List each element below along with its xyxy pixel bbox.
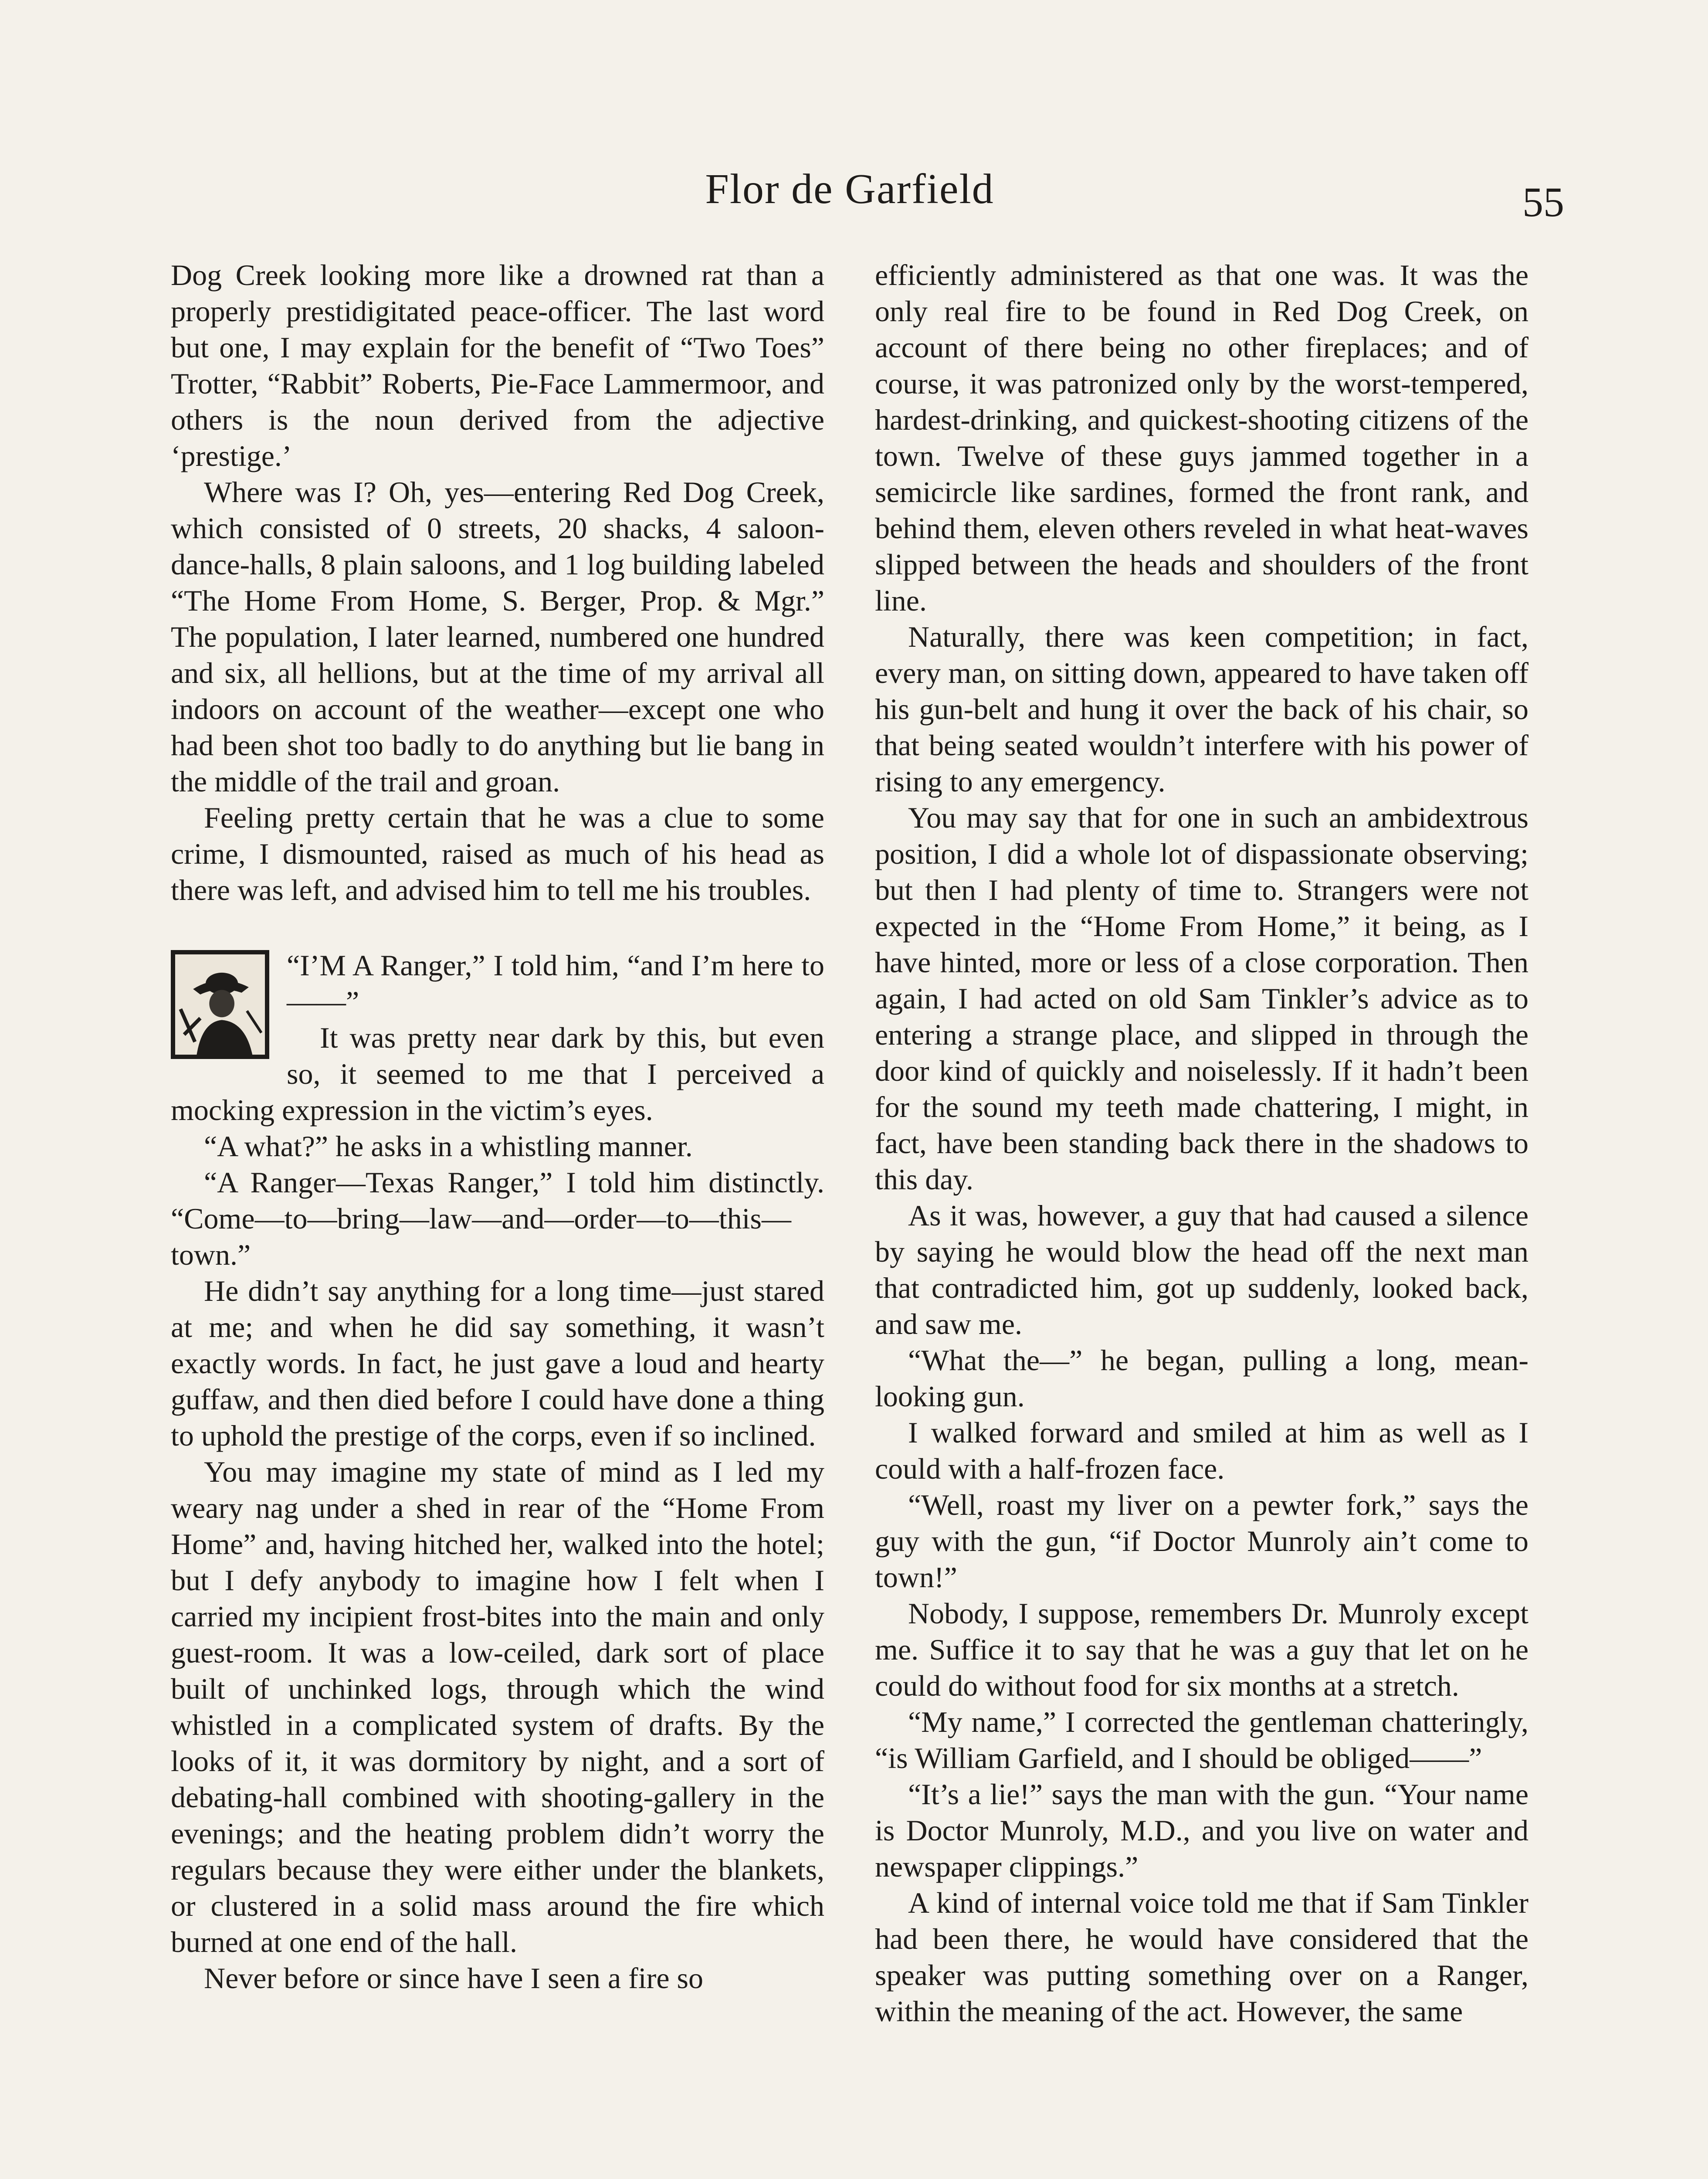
paragraph: You may say that for one in such an ambidextrous position, I did a whole lot of dispassionate observing; but then I had plenty of time to. Strangers were not expected in the “Home From Home,” it being, as I have hinted, more or less of a close corporation. Then again, I had acted on old Sam Tinkler’s advice as to entering a strange place, and slipped in through the door kind of quickly and noiselessly. If it hadn’t been for the sound my teeth made chattering, I might, in fact, have been standing back there in the shadows to this day.: [875, 801, 1528, 1196]
paragraph: “It’s a lie!” says the man with the gun. “Your name is Doctor Munroly, M.D., and you live on water and newspaper clippings.”: [875, 1778, 1528, 1883]
section-opening: [171, 947, 824, 1128]
section-opening-line: “I’M A Ranger,” I told him, “and I’m here to——”: [287, 949, 824, 1018]
right-column: [875, 257, 1528, 2030]
paragraph: I walked forward and smiled at him as well as I could with a half-frozen face.: [875, 1416, 1528, 1485]
running-title: Flor de Garfield: [705, 166, 994, 213]
paragraph: Naturally, there was keen competition; in fact, every man, on sitting down, appeared to have taken off his gun-belt and hung it over the back of his chair, so that being seated wouldn’t interfere with his power of rising to any emergency.: [875, 620, 1528, 798]
paragraph: “My name,” I corrected the gentleman chatteringly, “is William Garfield, and I should be obliged——”: [875, 1705, 1528, 1775]
left-column: [171, 257, 824, 1996]
paragraph: “Well, roast my liver on a pewter fork,” says the guy with the gun, “if Doctor Munroly ain’t come to town!”: [875, 1488, 1528, 1594]
paragraph: Where was I? Oh, yes—entering Red Dog Creek, which consisted of 0 streets, 20 shacks, 4 saloon-dance-halls, 8 plain saloons, and 1 log building labeled “The Home From Home, S. Berger, Prop. & Mgr.” The population, I later learned, numbered one hundred and six, all hellions, but at the time of my arrival all indoors on account of the weather—except one who had been shot too badly to do anything but lie bang in the middle of the trail and groan.: [171, 475, 824, 798]
section-break: [171, 908, 824, 947]
paragraph: It was pretty near dark by this, but even so, it seemed to me that I perceived a mocking expression in the victim’s eyes.: [171, 1021, 824, 1127]
paragraph: Nobody, I suppose, remembers Dr. Munroly except me. Suffice it to say that he was a guy that let on he could do without food for six months at a stretch.: [875, 1597, 1528, 1702]
paragraph: A kind of internal voice told me that if Sam Tinkler had been there, he would have considered that the speaker was putting something over on a Ranger, within the meaning of the act. However, the same: [875, 1886, 1528, 2028]
paragraph: Dog Creek looking more like a drowned rat than a properly prestidigitated peace-officer. The last word but one, I may explain for the benefit of “Two Toes” Trotter, “Rabbit” Roberts, Pie-Face Lammermoor, and others is the noun derived from the adjective ‘prestige.’: [171, 258, 824, 472]
paragraph: “What the—” he began, pulling a long, mean-looking gun.: [875, 1344, 1528, 1413]
paragraph: “A Ranger—Texas Ranger,” I told him distinctly. “Come—to—bring—law—and—order—to—this—town.”: [171, 1166, 824, 1271]
paragraph: As it was, however, a guy that had caused a silence by saying he would blow the head off the next man that contradicted him, got up suddenly, looked back, and saw me.: [875, 1199, 1528, 1341]
paragraph: efficiently administered as that one was. It was the only real fire to be found in Red Dog Creek, on account of there being no other fireplaces; and of course, it was patronized only by the worst-tempered, hardest-drinking, and quickest-shooting citizens of the town. Twelve of these guys jammed together in a semicircle like sardines, formed the front rank, and behind them, eleven others reveled in what heat-waves slipped between the heads and shoulders of the front line.: [875, 258, 1528, 617]
paragraph: “A what?” he asks in a whistling manner.: [204, 1130, 693, 1163]
ranger-vignette-icon: [171, 950, 269, 1059]
paragraph: Never before or since have I seen a fire so: [204, 1962, 703, 1995]
paragraph: Feeling pretty certain that he was a clue to some crime, I dismounted, raised as much of his head as there was left, and advised him to tell me his troubles.: [171, 801, 824, 906]
page-number: 55: [1522, 179, 1564, 225]
paragraph: He didn’t say anything for a long time—just stared at me; and when he did say something, it wasn’t exactly words. In fact, he just gave a loud and hearty guffaw, and then died before I could have done a thing to uphold the prestige of the corps, even if so inclined.: [171, 1274, 824, 1452]
paragraph: You may imagine my state of mind as I led my weary nag under a shed in rear of the “Home From Home” and, having hitched her, walked into the hotel; but I defy anybody to imagine how I felt when I carried my incipient frost-bites into the main and only guest-room. It was a low-ceiled, dark sort of place built of unchinked logs, through which the wind whistled in a complicated system of drafts. By the looks of it, it was dormitory by night, and a sort of debating-hall combined with shooting-gallery in the evenings; and the heating problem didn’t worry the regulars because they were either under the blankets, or clustered in a solid mass around the fire which burned at one end of the hall.: [171, 1455, 824, 1958]
